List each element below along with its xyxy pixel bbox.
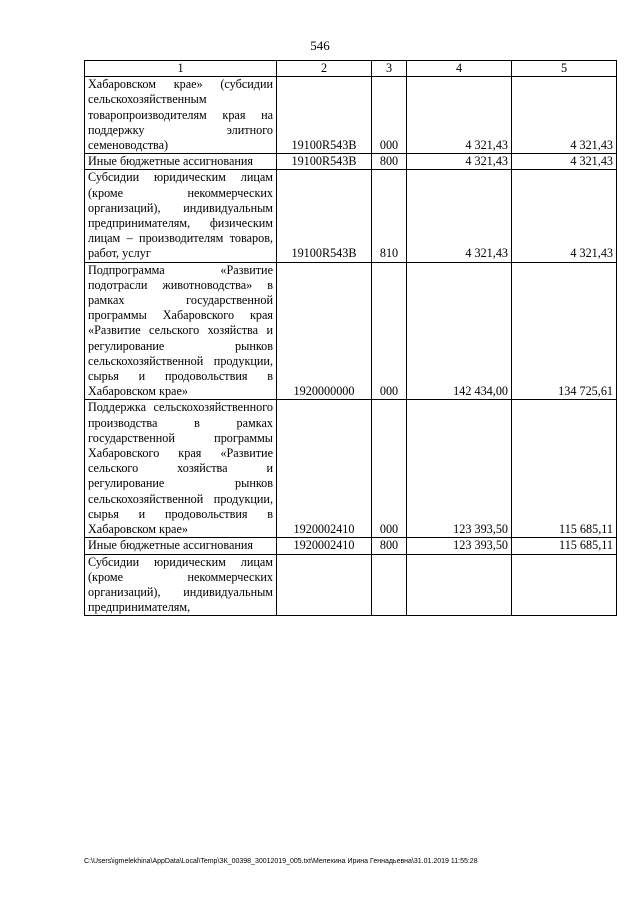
row-code: 1920002410 — [277, 538, 372, 554]
row-name: Хабаровском крае» (субсидии сельскохозяйственным товаропроизводителям края на поддержку элитного семеноводства) — [85, 77, 277, 154]
row-value-2: 4 321,43 — [512, 77, 617, 154]
row-value-1 — [407, 554, 512, 616]
table-row — [85, 400, 617, 538]
row-type: 000 — [372, 400, 407, 538]
row-name: Подпрограмма «Развитие подотрасли животноводства» в рамках государственной программы Хабаровского края «Развитие сельского хозяйства и регулирование рынков сельскохозяйственной продукции, сырья и продовольствия в Хабаровском крае» — [85, 262, 277, 400]
row-type: 800 — [372, 538, 407, 554]
row-value-1: 4 321,43 — [407, 170, 512, 262]
table-row — [85, 170, 617, 262]
row-name: Иные бюджетные ассигнования — [85, 538, 277, 554]
row-value-2 — [512, 554, 617, 616]
row-value-2: 4 321,43 — [512, 170, 617, 262]
row-type: 810 — [372, 170, 407, 262]
table-row — [85, 77, 617, 154]
column-header: 5 — [512, 61, 617, 77]
column-header: 1 — [85, 61, 277, 77]
row-value-1: 4 321,43 — [407, 77, 512, 154]
column-header: 2 — [277, 61, 372, 77]
budget-table — [84, 60, 617, 616]
file-path-footer: C:\Users\igmelekhina\AppData\Local\Temp\ЗК_00398_30012019_005.txt\Мелехина Ирина Геннадьевна\31.01.2019 11:55:28 — [84, 858, 478, 865]
row-code: 19100R543B — [277, 170, 372, 262]
row-type — [372, 554, 407, 616]
row-code — [277, 554, 372, 616]
table-row — [85, 154, 617, 170]
row-value-1: 4 321,43 — [407, 154, 512, 170]
row-code: 19100R543B — [277, 77, 372, 154]
row-value-1: 123 393,50 — [407, 400, 512, 538]
row-name: Субсидии юридическим лицам (кроме некоммерческих организаций), индивидуальным предпринимателям, — [85, 554, 277, 616]
row-code: 1920000000 — [277, 262, 372, 400]
column-header: 4 — [407, 61, 512, 77]
row-name: Субсидии юридическим лицам (кроме некоммерческих организаций), индивидуальным предпринимателям, физическим лицам – производителям товаров, работ, услуг — [85, 170, 277, 262]
table-row — [85, 262, 617, 400]
row-value-1: 123 393,50 — [407, 538, 512, 554]
row-value-2: 134 725,61 — [512, 262, 617, 400]
row-value-2: 4 321,43 — [512, 154, 617, 170]
row-value-1: 142 434,00 — [407, 262, 512, 400]
row-type: 000 — [372, 77, 407, 154]
row-name: Иные бюджетные ассигнования — [85, 154, 277, 170]
row-type: 800 — [372, 154, 407, 170]
row-value-2: 115 685,11 — [512, 538, 617, 554]
column-header: 3 — [372, 61, 407, 77]
row-value-2: 115 685,11 — [512, 400, 617, 538]
table-row — [85, 538, 617, 554]
page-number: 546 — [310, 38, 330, 53]
row-code: 1920002410 — [277, 400, 372, 538]
row-code: 19100R543B — [277, 154, 372, 170]
row-name: Поддержка сельскохозяйственного производства в рамках государственной программы Хабаровского края «Развитие сельского хозяйства и регулирование рынков сельскохозяйственной продукции, сырья и продовольствия в Хабаровском крае» — [85, 400, 277, 538]
table-header-row — [85, 61, 617, 77]
row-type: 000 — [372, 262, 407, 400]
table-row — [85, 554, 617, 616]
